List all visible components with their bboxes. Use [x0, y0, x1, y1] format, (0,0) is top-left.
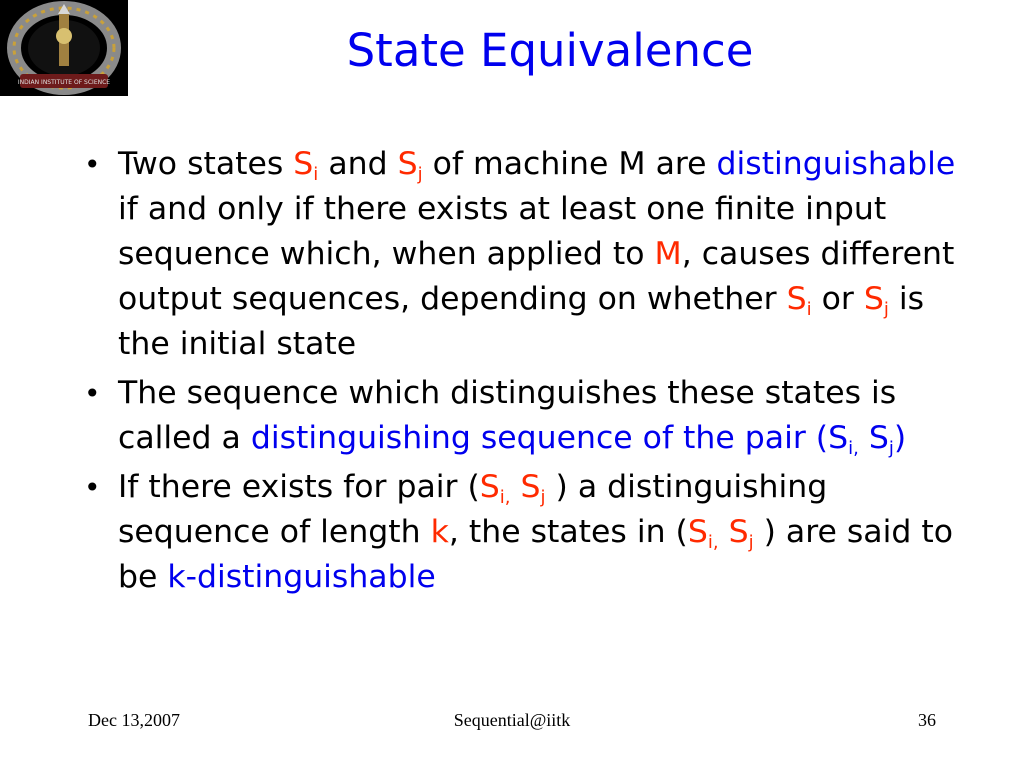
bullet-icon: • [84, 377, 101, 410]
logo-text: INDIAN INSTITUTE OF SCIENCE [17, 79, 111, 86]
text: or [811, 281, 864, 317]
state-symbol: $S_j$ [397, 146, 423, 185]
machine-symbol: M [654, 236, 682, 272]
bullet-icon: • [84, 148, 101, 181]
text: Two states [118, 146, 294, 182]
text: If there exists for pair ( [118, 469, 480, 505]
footer-center: Sequential@iitk [453, 710, 571, 730]
bullet-icon: • [84, 471, 101, 504]
state-symbol: $S_i$ [786, 281, 812, 320]
length-symbol: k [430, 514, 449, 550]
text: ) a distinguishing sequence of length [118, 469, 828, 550]
bullet-item [84, 371, 984, 461]
state-pair: $S_{i,}$ $S_j$ [479, 469, 546, 508]
bullet-item [84, 142, 984, 367]
text: , causes different output sequences, depending on whether [118, 236, 955, 317]
term-distinguishing-sequence: distinguishing sequence of the pair ($S_{i,}$ $S_j$) [250, 420, 907, 459]
text: , the states in ( [448, 514, 688, 550]
footer-page-number: 36 [918, 710, 936, 730]
text: of machine M are [422, 146, 717, 182]
term-k-distinguishable: k-distinguishable [167, 559, 436, 595]
state-symbol: $S_j$ [863, 281, 889, 320]
state-symbol: $S_i$ [293, 146, 319, 185]
text: ) are said to be [118, 514, 953, 595]
text: The sequence which distinguishes these states is called a [118, 375, 897, 456]
bullet-list [84, 142, 984, 600]
text: if and only if there exists at least one finite input sequence which, when applied to [118, 191, 887, 272]
text: and [318, 146, 398, 182]
footer-date: Dec 13,2007 [88, 710, 180, 730]
term-distinguishable: distinguishable [716, 146, 956, 182]
slide-title: State Equivalence [346, 24, 754, 77]
text: is the initial state [118, 281, 925, 362]
state-pair: $S_{i,}$ $S_j$ [687, 514, 754, 553]
bullet-item [84, 465, 984, 600]
